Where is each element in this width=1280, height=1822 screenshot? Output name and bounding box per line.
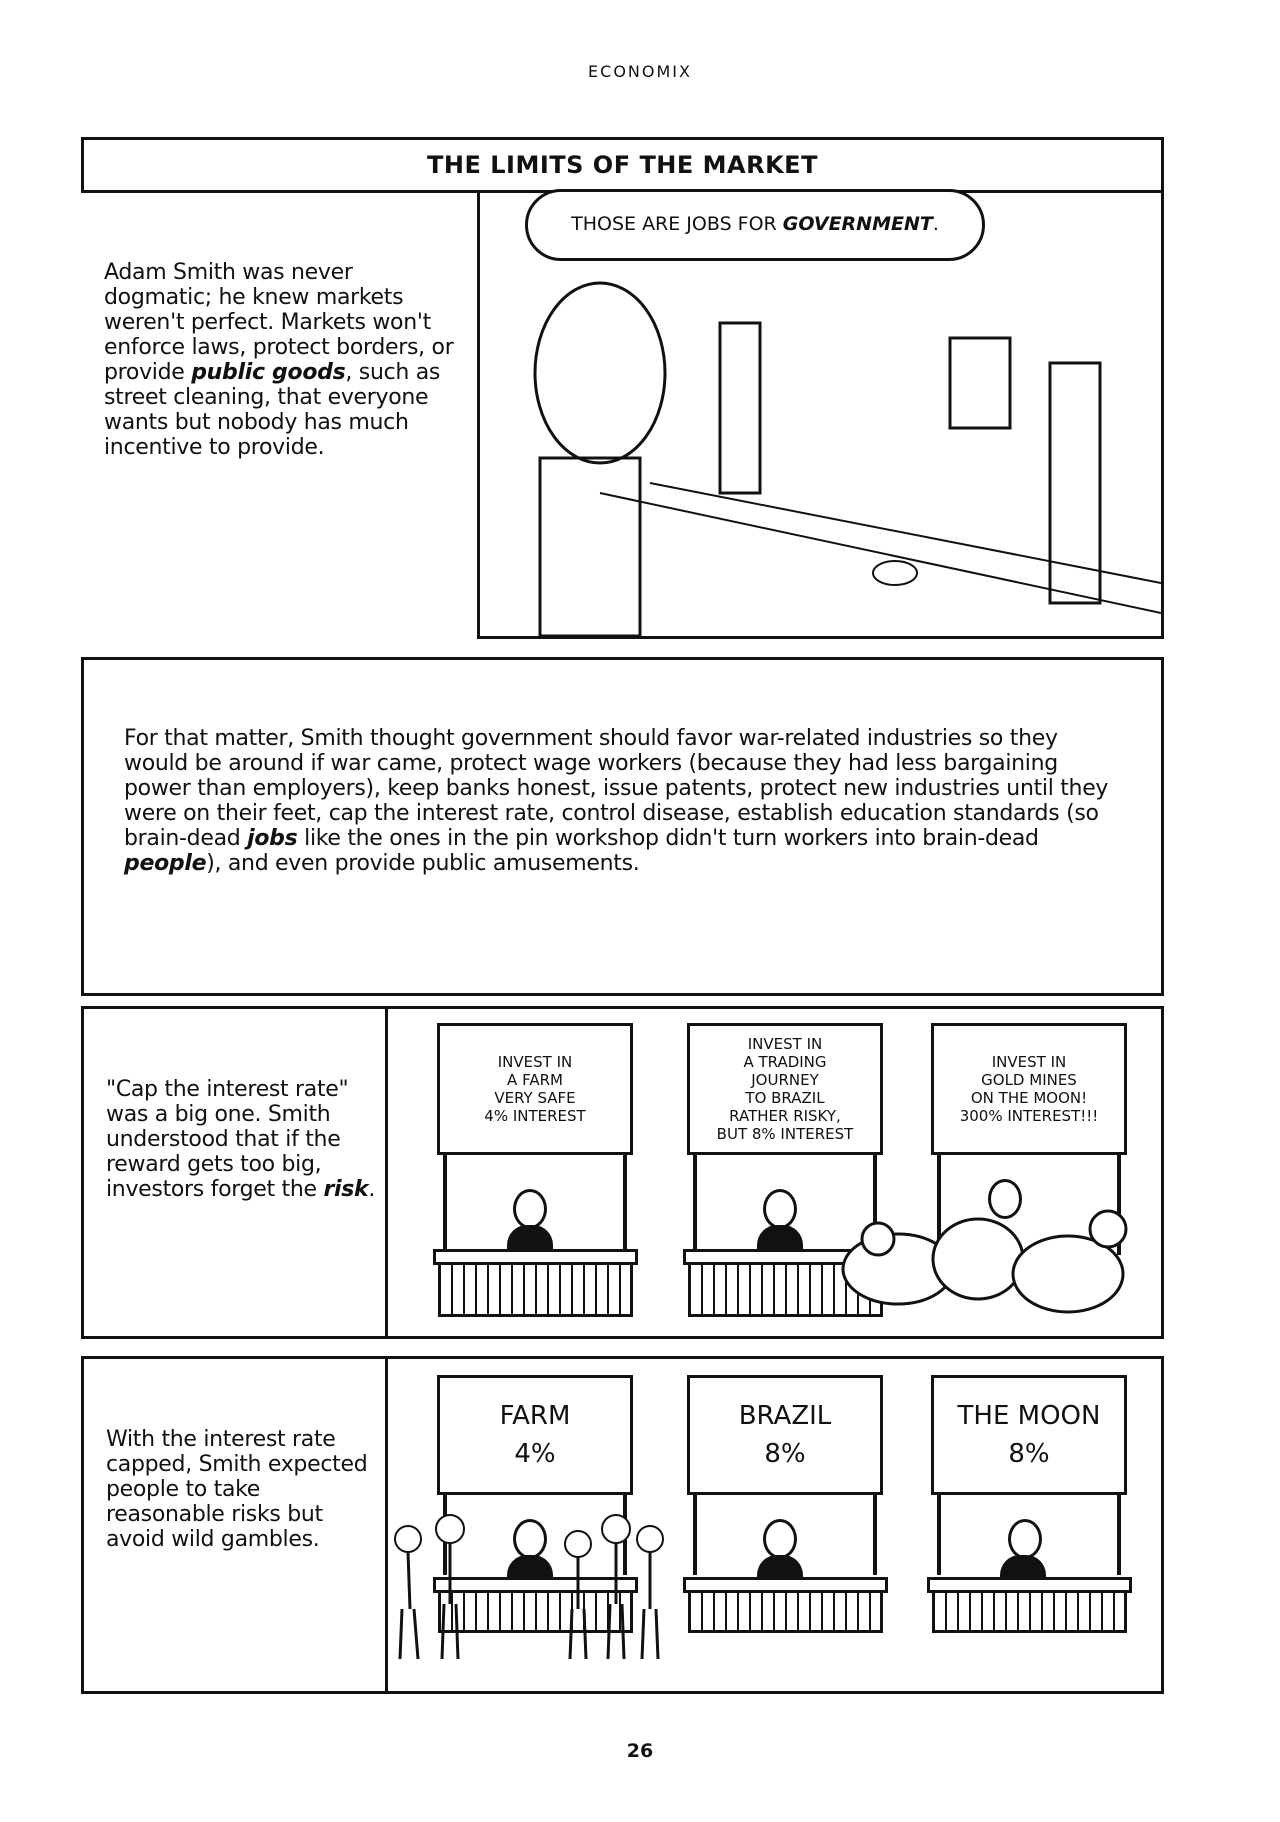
panel2-caption [124, 726, 1124, 876]
stand-counter [683, 1577, 888, 1593]
banker-head [1008, 1519, 1042, 1559]
page-title: THE LIMITS OF THE MARKET [81, 137, 1164, 193]
caption-text: ), and even provide public amusements. [206, 851, 640, 876]
panel4-caption: With the interest rate capped, Smith expected people to take reasonable risks but avoid wild gambles. [106, 1427, 368, 1552]
caption-text: like the ones in the pin workshop didn't turn workers into brain-dead [297, 826, 1039, 851]
sign-name: THE MOON [957, 1401, 1101, 1431]
emphasis-jobs: jobs [247, 826, 298, 851]
caption-text: , such as street cleaning, that everyone wants but nobody has much incentive to provide. [104, 360, 441, 460]
speech-bubble [525, 189, 985, 261]
line-of-investors [388, 1509, 688, 1669]
sign-rate: 8% [764, 1439, 806, 1469]
sign-name: FARM [499, 1401, 571, 1431]
caption-text: For that matter, Smith thought government should favor war-related industries so they would be around if war came, protect wage workers (because they had less bargaining power than employers), keep banks honest, issue patents, protect new industries until they were on their feet, cap the interest rate, control disease, establish education standards (so brain-dead [124, 726, 1109, 851]
stand-counter [433, 1249, 638, 1265]
panel2 [81, 657, 1164, 996]
stand-counter [927, 1577, 1132, 1593]
emphasis-public-goods: public goods [191, 360, 346, 385]
sign-rate: 4% [514, 1439, 556, 1469]
stand-sign-brazil [687, 1375, 883, 1495]
caption-text: Adam Smith was never dogmatic; he knew markets weren't perfect. Markets won't enforce laws, protect borders, or provide [104, 260, 454, 385]
sign-rate: 8% [1008, 1439, 1050, 1469]
stand-sign-moon [931, 1375, 1127, 1495]
panel3-caption-box [81, 1006, 388, 1339]
stand-sign-moon: INVEST IN GOLD MINES ON THE MOON! 300% INTEREST!!! [931, 1023, 1127, 1155]
panel4-caption-box [81, 1356, 388, 1694]
emphasis-people: people [124, 851, 207, 876]
emphasis-risk: risk [323, 1177, 369, 1202]
panel1-caption [104, 260, 454, 460]
caption-text: . [368, 1177, 376, 1202]
stand-sign-brazil: INVEST IN A TRADING JOURNEY TO BRAZIL RATHER RISKY, BUT 8% INTEREST [687, 1023, 883, 1155]
speech-emphasis: GOVERNMENT [782, 213, 933, 235]
caption-text: "Cap the interest rate" was a big one. Smith understood that if the reward gets too big, investors forget the [106, 1077, 349, 1202]
stand-sign-farm [437, 1375, 633, 1495]
speech-text: THOSE ARE JOBS FOR [571, 213, 783, 235]
panel1-illustration [477, 190, 1164, 639]
crowd-of-investors [828, 1179, 1158, 1329]
panel3-stands [385, 1006, 1164, 1339]
page-number: 26 [626, 1740, 654, 1762]
sign-name: BRAZIL [738, 1401, 832, 1431]
panel4-stands [385, 1356, 1164, 1694]
speech-text: . [932, 213, 939, 235]
investor-head [763, 1189, 797, 1229]
banker-head [763, 1519, 797, 1559]
running-header: ECONOMIX [588, 62, 692, 81]
stand-sign-farm: INVEST IN A FARM VERY SAFE 4% INTEREST [437, 1023, 633, 1155]
investor-head [513, 1189, 547, 1229]
panel3-caption [106, 1077, 376, 1202]
